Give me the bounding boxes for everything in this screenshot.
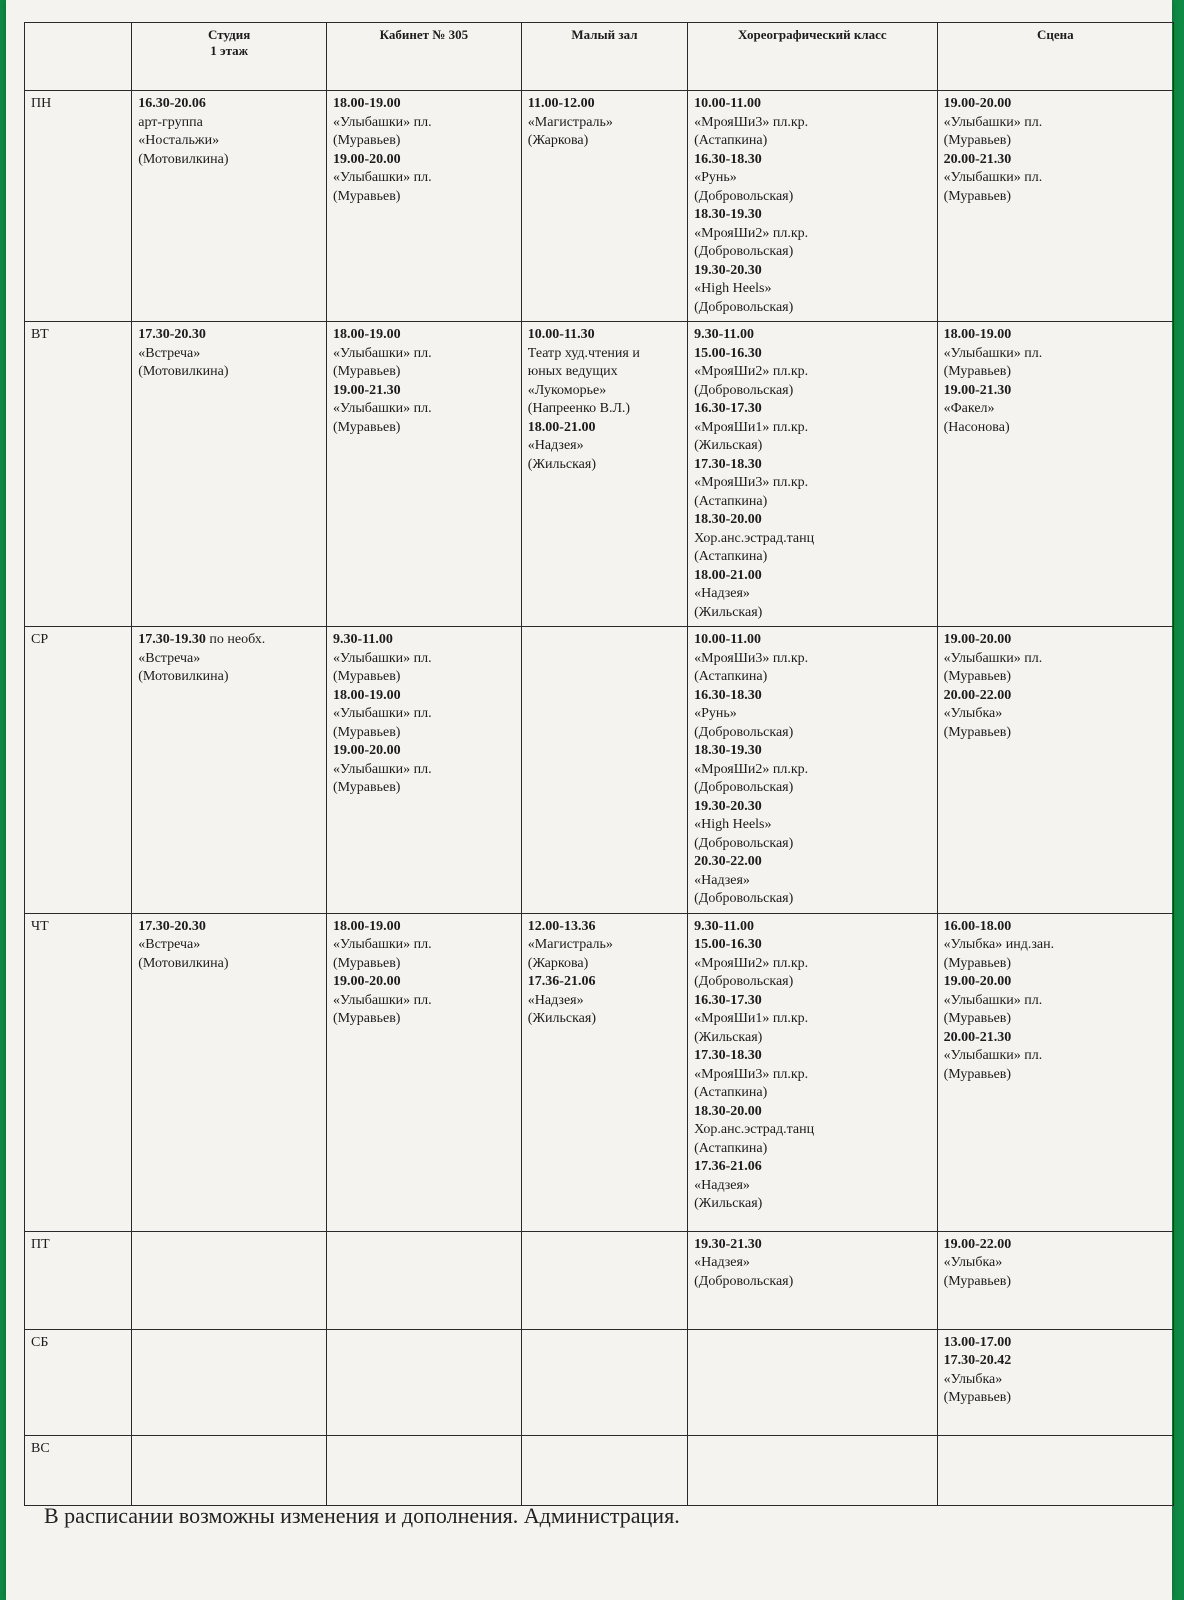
time-range: 16.30-18.30	[694, 151, 762, 167]
time-slot	[333, 326, 515, 345]
cell-studio	[132, 91, 327, 322]
activity-line: (Муравьев)	[943, 669, 1012, 684]
time-range: 19.30-20.30	[694, 798, 762, 814]
time-slot	[694, 1158, 930, 1177]
time-slot	[944, 1352, 1167, 1371]
activity-line: «Улыбашки» пл.	[333, 761, 432, 777]
cell-stage	[937, 322, 1173, 627]
activity-line: «Улыбашки» пл.	[333, 170, 432, 185]
activity-line: (Муравьев)	[333, 133, 401, 148]
activity-line: (Муравьев)	[333, 955, 401, 971]
day-row	[25, 322, 1174, 627]
time-slot	[138, 631, 320, 650]
activity-line: «Рунь»	[694, 170, 737, 185]
time-range: 20.30-22.00	[694, 854, 762, 869]
activity-line: «Надзея»	[527, 438, 584, 453]
header-day	[25, 23, 132, 91]
time-slot	[333, 918, 515, 937]
time-slot	[138, 95, 320, 114]
day-label: СР	[25, 627, 132, 914]
time-range: 18.00-19.00	[333, 327, 401, 342]
cell-small-hall	[521, 1329, 687, 1435]
cell-studio	[132, 1435, 327, 1505]
time-range: 17.30-20.30	[138, 918, 206, 934]
activity-line: «Улыбашки» пл.	[943, 650, 1043, 666]
time-range: 16.30-17.30	[694, 992, 762, 1008]
time-slot	[694, 326, 930, 345]
time-slot	[694, 1236, 930, 1255]
time-slot	[944, 1029, 1167, 1048]
time-slot	[694, 1103, 930, 1122]
header-row	[25, 23, 1174, 91]
activity-line: «High Heels»	[694, 817, 772, 832]
cell-studio	[132, 1231, 327, 1329]
activity-line: «Встреча»	[138, 650, 201, 666]
cell-studio	[132, 1329, 327, 1435]
activity-line: «High Heels»	[694, 281, 772, 296]
cell-choreography	[688, 322, 937, 627]
activity-line: «Надзея»	[694, 586, 750, 601]
time-range: 12.00-13.36	[527, 918, 596, 934]
time-slot	[528, 918, 681, 937]
header-stage: Сцена	[937, 23, 1173, 91]
time-slot	[944, 151, 1167, 170]
time-range: 15.00-16.30	[694, 345, 762, 361]
activity-line: (Астапкина)	[694, 1085, 768, 1100]
activity-line: (Муравьев)	[943, 364, 1012, 379]
time-slot	[528, 95, 681, 114]
time-slot	[694, 687, 930, 706]
activity-line: «МрояШи3» пл.кр.	[694, 114, 809, 130]
time-range: 20.00-21.30	[943, 151, 1012, 167]
day-label: ВС	[25, 1435, 132, 1505]
time-slot	[944, 1334, 1167, 1353]
activity-line: (Жаркова)	[527, 955, 589, 971]
activity-line: «Улыбка» инд.зан.	[943, 937, 1055, 952]
time-slot	[694, 456, 930, 475]
time-slot	[694, 345, 930, 364]
activity-line: (Астапкина)	[694, 549, 768, 564]
activity-line: «Надзея»	[694, 872, 750, 888]
activity-line: Театр худ.чтения и	[527, 345, 640, 361]
header-choreography-class: Хореографический класс	[688, 23, 937, 91]
activity-line: (Жильская)	[527, 456, 596, 472]
time-range: 19.00-20.00	[943, 974, 1012, 989]
time-slot	[944, 1236, 1167, 1255]
time-range: 17.30-20.30	[138, 327, 206, 342]
activity-line: (Муравьев)	[333, 419, 401, 435]
time-range: 16.00-18.00	[943, 918, 1012, 934]
time-range: 19.00-22.00	[943, 1236, 1012, 1252]
activity-line: (Добровольская)	[694, 188, 794, 204]
time-range: 19.00-20.00	[333, 151, 401, 167]
activity-line: «МрояШи3» пл.кр.	[694, 650, 809, 666]
activity-line: «МрояШи1» пл.кр.	[694, 1011, 809, 1026]
day-row	[25, 1435, 1174, 1505]
schedule-table	[24, 22, 1174, 1506]
time-slot	[944, 326, 1167, 345]
day-row	[25, 1231, 1174, 1329]
cell-stage	[937, 627, 1173, 914]
activity-line: (Астапкина)	[694, 133, 768, 148]
time-range: 19.00-21.30	[333, 382, 401, 398]
activity-line: Хор.анс.эстрад.танц	[694, 530, 815, 546]
time-range: 19.00-20.00	[333, 974, 401, 989]
time-range: 17.30-19.30	[138, 632, 206, 647]
time-slot	[694, 1047, 930, 1066]
activity-line: (Добровольская)	[694, 835, 794, 851]
time-slot	[694, 567, 930, 586]
day-label: ПН	[25, 91, 132, 322]
time-slot	[694, 511, 930, 530]
time-range: 9.30-11.00	[333, 632, 393, 647]
header-small-hall: Малый зал	[521, 23, 687, 91]
activity-line: «Встреча»	[138, 345, 201, 361]
cell-room-305	[327, 91, 522, 322]
activity-line: «Улыбашки» пл.	[943, 114, 1043, 130]
activity-line: (Астапкина)	[694, 669, 768, 684]
time-range: 19.00-21.30	[943, 382, 1012, 398]
time-range: 10.00-11.00	[694, 632, 762, 647]
activity-line: «Улыбашки» пл.	[943, 992, 1043, 1008]
cell-choreography	[688, 913, 937, 1231]
cell-stage	[937, 1231, 1173, 1329]
activity-line: «Улыбашки» пл.	[333, 401, 432, 416]
time-range: 16.30-17.30	[694, 401, 762, 416]
activity-line: (Напреенко В.Л.)	[527, 401, 631, 416]
cell-choreography	[688, 91, 937, 322]
time-slot	[333, 687, 515, 706]
cell-room-305	[327, 627, 522, 914]
activity-line: (Мотовилкина)	[138, 151, 229, 167]
cell-studio	[132, 322, 327, 627]
time-range: 18.30-19.30	[694, 743, 762, 758]
activity-line: (Муравьев)	[943, 1390, 1012, 1405]
time-range: 18.00-19.00	[333, 96, 401, 111]
cell-choreography	[688, 1435, 937, 1505]
activity-line: «Улыбашки» пл.	[333, 114, 432, 130]
time-slot	[944, 382, 1167, 401]
day-row	[25, 1329, 1174, 1435]
activity-line: (Муравьев)	[333, 724, 401, 740]
activity-line: (Жильская)	[527, 1011, 596, 1026]
activity-line: «Улыбашки» пл.	[943, 170, 1043, 185]
activity-line: (Муравьев)	[333, 1011, 401, 1026]
activity-line: (Жильская)	[694, 1196, 763, 1211]
time-note: по необх.	[205, 632, 266, 647]
time-slot	[694, 95, 930, 114]
time-slot	[944, 687, 1167, 706]
day-row	[25, 913, 1174, 1231]
time-range: 18.30-19.30	[694, 207, 762, 222]
activity-line: (Добровольская)	[694, 974, 794, 989]
activity-line: (Муравьев)	[943, 188, 1012, 204]
time-range: 19.00-20.00	[333, 743, 401, 758]
activity-line: «Надзея»	[694, 1255, 750, 1270]
activity-line: арт-группа	[138, 114, 203, 130]
day-label: ВТ	[25, 322, 132, 627]
activity-line: (Добровольская)	[694, 891, 794, 906]
cell-small-hall	[521, 322, 687, 627]
activity-line: «Рунь»	[694, 706, 737, 721]
day-row	[25, 627, 1174, 914]
time-range: 9.30-11.00	[694, 918, 755, 934]
time-slot	[944, 918, 1167, 937]
footer-note: В расписании возможны изменения и дополнения. Администрация.	[44, 1503, 680, 1528]
cell-small-hall	[521, 627, 687, 914]
cell-small-hall	[521, 1231, 687, 1329]
header-studio: Студия 1 этаж	[132, 23, 327, 91]
time-slot	[333, 382, 515, 401]
time-range: 15.00-16.30	[694, 937, 762, 952]
header-room-305: Кабинет № 305	[327, 23, 522, 91]
time-slot	[694, 936, 930, 955]
time-slot	[944, 973, 1167, 992]
activity-line: «МрояШи2» пл.кр.	[694, 955, 809, 971]
activity-line: «Улыбашки» пл.	[333, 937, 432, 952]
activity-line: «Улыбка»	[943, 706, 1003, 721]
activity-line: «Улыбка»	[943, 1371, 1003, 1387]
schedule-sheet	[6, 0, 1172, 1600]
time-range: 19.00-20.00	[943, 632, 1012, 647]
activity-line: «Встреча»	[138, 937, 201, 952]
activity-line: (Муравьев)	[333, 669, 401, 684]
activity-line: (Муравьев)	[943, 133, 1012, 148]
time-range: 20.00-22.00	[943, 687, 1012, 703]
time-range: 13.00-17.00	[943, 1334, 1012, 1350]
activity-line: (Добровольская)	[694, 1273, 794, 1289]
activity-line: (Мотовилкина)	[138, 955, 229, 971]
activity-line: «Улыбашки» пл.	[943, 1048, 1043, 1063]
activity-line: (Муравьев)	[943, 724, 1012, 740]
activity-line: (Муравьев)	[943, 1011, 1012, 1026]
activity-line: «МрояШи2» пл.кр.	[694, 761, 809, 777]
time-slot	[694, 918, 930, 937]
activity-line: (Добровольская)	[694, 780, 794, 795]
activity-line: (Мотовилкина)	[138, 669, 229, 684]
cell-stage	[937, 1435, 1173, 1505]
time-range: 18.00-21.00	[527, 419, 596, 435]
activity-line: (Жаркова)	[527, 133, 589, 148]
time-range: 18.00-19.00	[943, 327, 1012, 342]
activity-line: юных ведущих	[527, 364, 618, 379]
day-label: ПТ	[25, 1231, 132, 1329]
time-range: 16.30-18.30	[694, 687, 762, 703]
cell-small-hall	[521, 913, 687, 1231]
activity-line: «МрояШи2» пл.кр.	[694, 225, 809, 241]
time-range: 19.30-20.30	[694, 262, 762, 278]
activity-line: «Магистраль»	[527, 114, 613, 130]
cell-small-hall	[521, 1435, 687, 1505]
activity-line: «Ностальжи»	[138, 133, 220, 148]
time-slot	[694, 400, 930, 419]
activity-line: «Улыбашки» пл.	[333, 706, 432, 721]
schedule-body	[25, 91, 1174, 1506]
time-slot	[694, 992, 930, 1011]
activity-line: (Астапкина)	[694, 1140, 768, 1156]
time-range: 17.30-18.30	[694, 456, 762, 472]
time-slot	[528, 973, 681, 992]
activity-line: «Лукоморье»	[527, 382, 607, 398]
activity-line: (Муравьев)	[333, 780, 401, 795]
time-slot	[528, 326, 681, 345]
activity-line: (Жильская)	[694, 438, 763, 453]
activity-line: (Добровольская)	[694, 299, 794, 315]
time-slot	[694, 206, 930, 225]
time-range: 18.00-19.00	[333, 687, 401, 703]
activity-line: (Муравьев)	[943, 1066, 1012, 1082]
activity-line: «Улыбка»	[943, 1255, 1003, 1270]
activity-line: «Улыбашки» пл.	[333, 650, 432, 666]
time-range: 17.30-18.30	[694, 1048, 762, 1063]
time-slot	[944, 95, 1167, 114]
activity-line: «МрояШи2» пл.кр.	[694, 364, 809, 379]
activity-line: «Надзея»	[694, 1177, 750, 1193]
cell-room-305	[327, 913, 522, 1231]
time-slot	[333, 151, 515, 170]
time-slot	[694, 262, 930, 281]
cell-choreography	[688, 1231, 937, 1329]
time-slot	[138, 326, 320, 345]
day-label: СБ	[25, 1329, 132, 1435]
time-range: 18.30-20.00	[694, 512, 762, 527]
activity-line: (Добровольская)	[694, 724, 794, 740]
time-slot	[333, 631, 515, 650]
activity-line: (Насонова)	[943, 419, 1010, 435]
time-slot	[333, 973, 515, 992]
time-slot	[694, 853, 930, 872]
time-slot	[694, 631, 930, 650]
activity-line: (Муравьев)	[943, 955, 1012, 971]
activity-line: (Жильская)	[694, 1029, 763, 1045]
cell-stage	[937, 1329, 1173, 1435]
time-range: 10.00-11.30	[527, 327, 595, 342]
time-range: 19.30-21.30	[694, 1236, 762, 1252]
activity-line: «Факел»	[943, 401, 995, 416]
cell-stage	[937, 913, 1173, 1231]
time-range: 18.30-20.00	[694, 1103, 762, 1119]
activity-line: «Надзея»	[527, 992, 584, 1008]
time-slot	[138, 918, 320, 937]
time-range: 18.00-19.00	[333, 918, 401, 934]
time-range: 17.36-21.06	[527, 974, 596, 989]
time-range: 18.00-21.00	[694, 567, 762, 583]
time-slot	[694, 798, 930, 817]
time-range: 19.00-20.00	[943, 96, 1012, 111]
activity-line: «Улыбашки» пл.	[333, 992, 432, 1008]
time-range: 9.30-11.00	[694, 327, 755, 342]
cell-stage	[937, 91, 1173, 322]
activity-line: (Муравьев)	[943, 1273, 1012, 1289]
activity-line: (Жильская)	[694, 604, 763, 620]
time-range: 10.00-11.00	[694, 96, 762, 111]
activity-line: «МрояШи3» пл.кр.	[694, 1066, 809, 1082]
time-range: 11.00-12.00	[527, 96, 595, 111]
activity-line: (Муравьев)	[333, 364, 401, 379]
cell-room-305	[327, 1435, 522, 1505]
time-range: 17.30-20.42	[943, 1353, 1012, 1368]
activity-line: (Астапкина)	[694, 493, 768, 509]
activity-line: «Улыбашки» пл.	[943, 345, 1043, 361]
activity-line: (Добровольская)	[694, 382, 794, 398]
cell-studio	[132, 913, 327, 1231]
time-slot	[333, 742, 515, 761]
activity-line: (Мотовилкина)	[138, 364, 229, 379]
cell-small-hall	[521, 91, 687, 322]
day-row	[25, 91, 1174, 322]
time-slot	[944, 631, 1167, 650]
activity-line: Хор.анс.эстрад.танц	[694, 1122, 815, 1137]
cell-room-305	[327, 1231, 522, 1329]
cell-room-305	[327, 322, 522, 627]
cell-choreography	[688, 1329, 937, 1435]
day-label: ЧТ	[25, 913, 132, 1231]
time-slot	[694, 151, 930, 170]
activity-line: «Магистраль»	[527, 937, 613, 952]
activity-line: (Муравьев)	[333, 188, 401, 204]
cell-room-305	[327, 1329, 522, 1435]
time-range: 16.30-20.06	[138, 96, 206, 111]
activity-line: «Улыбашки» пл.	[333, 345, 432, 361]
time-slot	[333, 95, 515, 114]
activity-line: «МрояШи1» пл.кр.	[694, 419, 809, 435]
time-range: 20.00-21.30	[943, 1029, 1012, 1045]
time-slot	[694, 742, 930, 761]
cell-choreography	[688, 627, 937, 914]
time-slot	[528, 419, 681, 438]
activity-line: «МрояШи3» пл.кр.	[694, 475, 809, 490]
time-range: 17.36-21.06	[694, 1159, 762, 1174]
cell-studio	[132, 627, 327, 914]
activity-line: (Добровольская)	[694, 244, 794, 259]
